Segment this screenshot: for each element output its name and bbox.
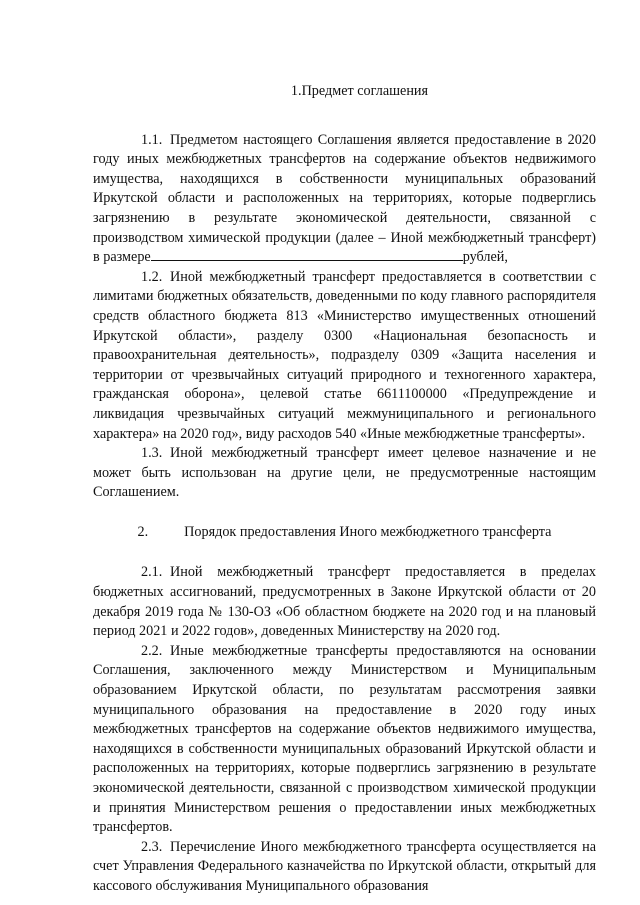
paragraph-text: Перечисление Иного межбюджетного трансферта осуществляется на счет Управления Федерального казначейства по Иркутской области, открытый для кассового обслуживания Муниципального образования (93, 838, 596, 894)
section-2-number: 2. (137, 523, 149, 540)
section-2-heading (93, 523, 596, 543)
paragraph-number: 2.3. (141, 838, 163, 855)
paragraph-text: Предметом настоящего Соглашения является предоставление в 2020 году иных межбюджетных трансфертов на содержание объектов недвижимого имущества, находящихся в собственности муниципальных образований Иркутской области и расположенных на территориях, которые подверглись загрязнению в результате экономической деятельности, связанной с производством химической продукции (далее – Иной межбюджетный трансферт) в размере (93, 131, 596, 266)
paragraph-number: 1.1. (141, 131, 163, 148)
paragraph-2-2 (93, 642, 596, 838)
paragraph-1-1 (93, 131, 596, 268)
paragraph-text-tail: рублей, (462, 249, 508, 266)
paragraph-number: 2.1. (141, 564, 163, 581)
paragraph-number: 1.2. (141, 268, 163, 285)
paragraph-text: Иной межбюджетный трансферт предоставляется в соответствии с лимитами бюджетных обязательств, доведенными по коду главного распорядителя средств областного бюджета 813 «Министерство имущественных отношений Иркутской области», разделу 0300 «Национальная безопасность и правоохранительная деятельность», подразделу 0309 «Защита населения и территории от чрезвычайных ситуаций природного и техногенного характера, гражданская оборона», целевой статье 6611100000 «Предупреждение и ликвидация чрезвычайных ситуаций межмуниципального и регионального характера» на 2020 год», виду расходов 540 «Иные межбюджетные трансферты». (93, 268, 596, 442)
paragraph-1-3 (93, 444, 596, 503)
amount-blank-field (151, 249, 463, 261)
paragraph-text: Иные межбюджетные трансферты предоставляются на основании Соглашения, заключенного между Министерством и Муниципальным образованием Иркутской области, по результатам рассмотрения заявки муниципального образования на предоставление в 2020 году иных межбюджетных трансфертов на содержание объектов недвижимого имущества, находящихся в собственности муниципальных образований Иркутской области и расположенных на территориях, которые подверглись загрязнению в результате экономической деятельности, связанной с производством химической продукции и принятия Министерством решения о предоставлении иных межбюджетных трансфертов. (93, 642, 596, 836)
paragraph-number: 1.3. (141, 445, 163, 462)
paragraph-2-3 (93, 838, 596, 897)
section-2-title: Порядок предоставления Иного межбюджетного трансферта (184, 523, 552, 540)
section-1-title: 1.Предмет соглашения (290, 83, 429, 99)
paragraph-1-2 (93, 268, 596, 444)
paragraph-2-1 (93, 563, 596, 641)
paragraph-number: 2.2. (141, 642, 163, 659)
paragraph-text: Иной межбюджетный трансферт имеет целевое назначение и не может быть использован на другие цели, не предусмотренные настоящим Соглашением. (93, 445, 596, 501)
paragraph-text: Иной межбюджетный трансферт предоставляется в пределах бюджетных ассигнований, предусмотренных в Законе Иркутской области от 20 декабря 2019 года № 130-ОЗ «Об областном бюджете на 2020 год и на плановый период 2021 и 2022 годов», доведенных Министерству на 2020 год. (93, 564, 596, 640)
